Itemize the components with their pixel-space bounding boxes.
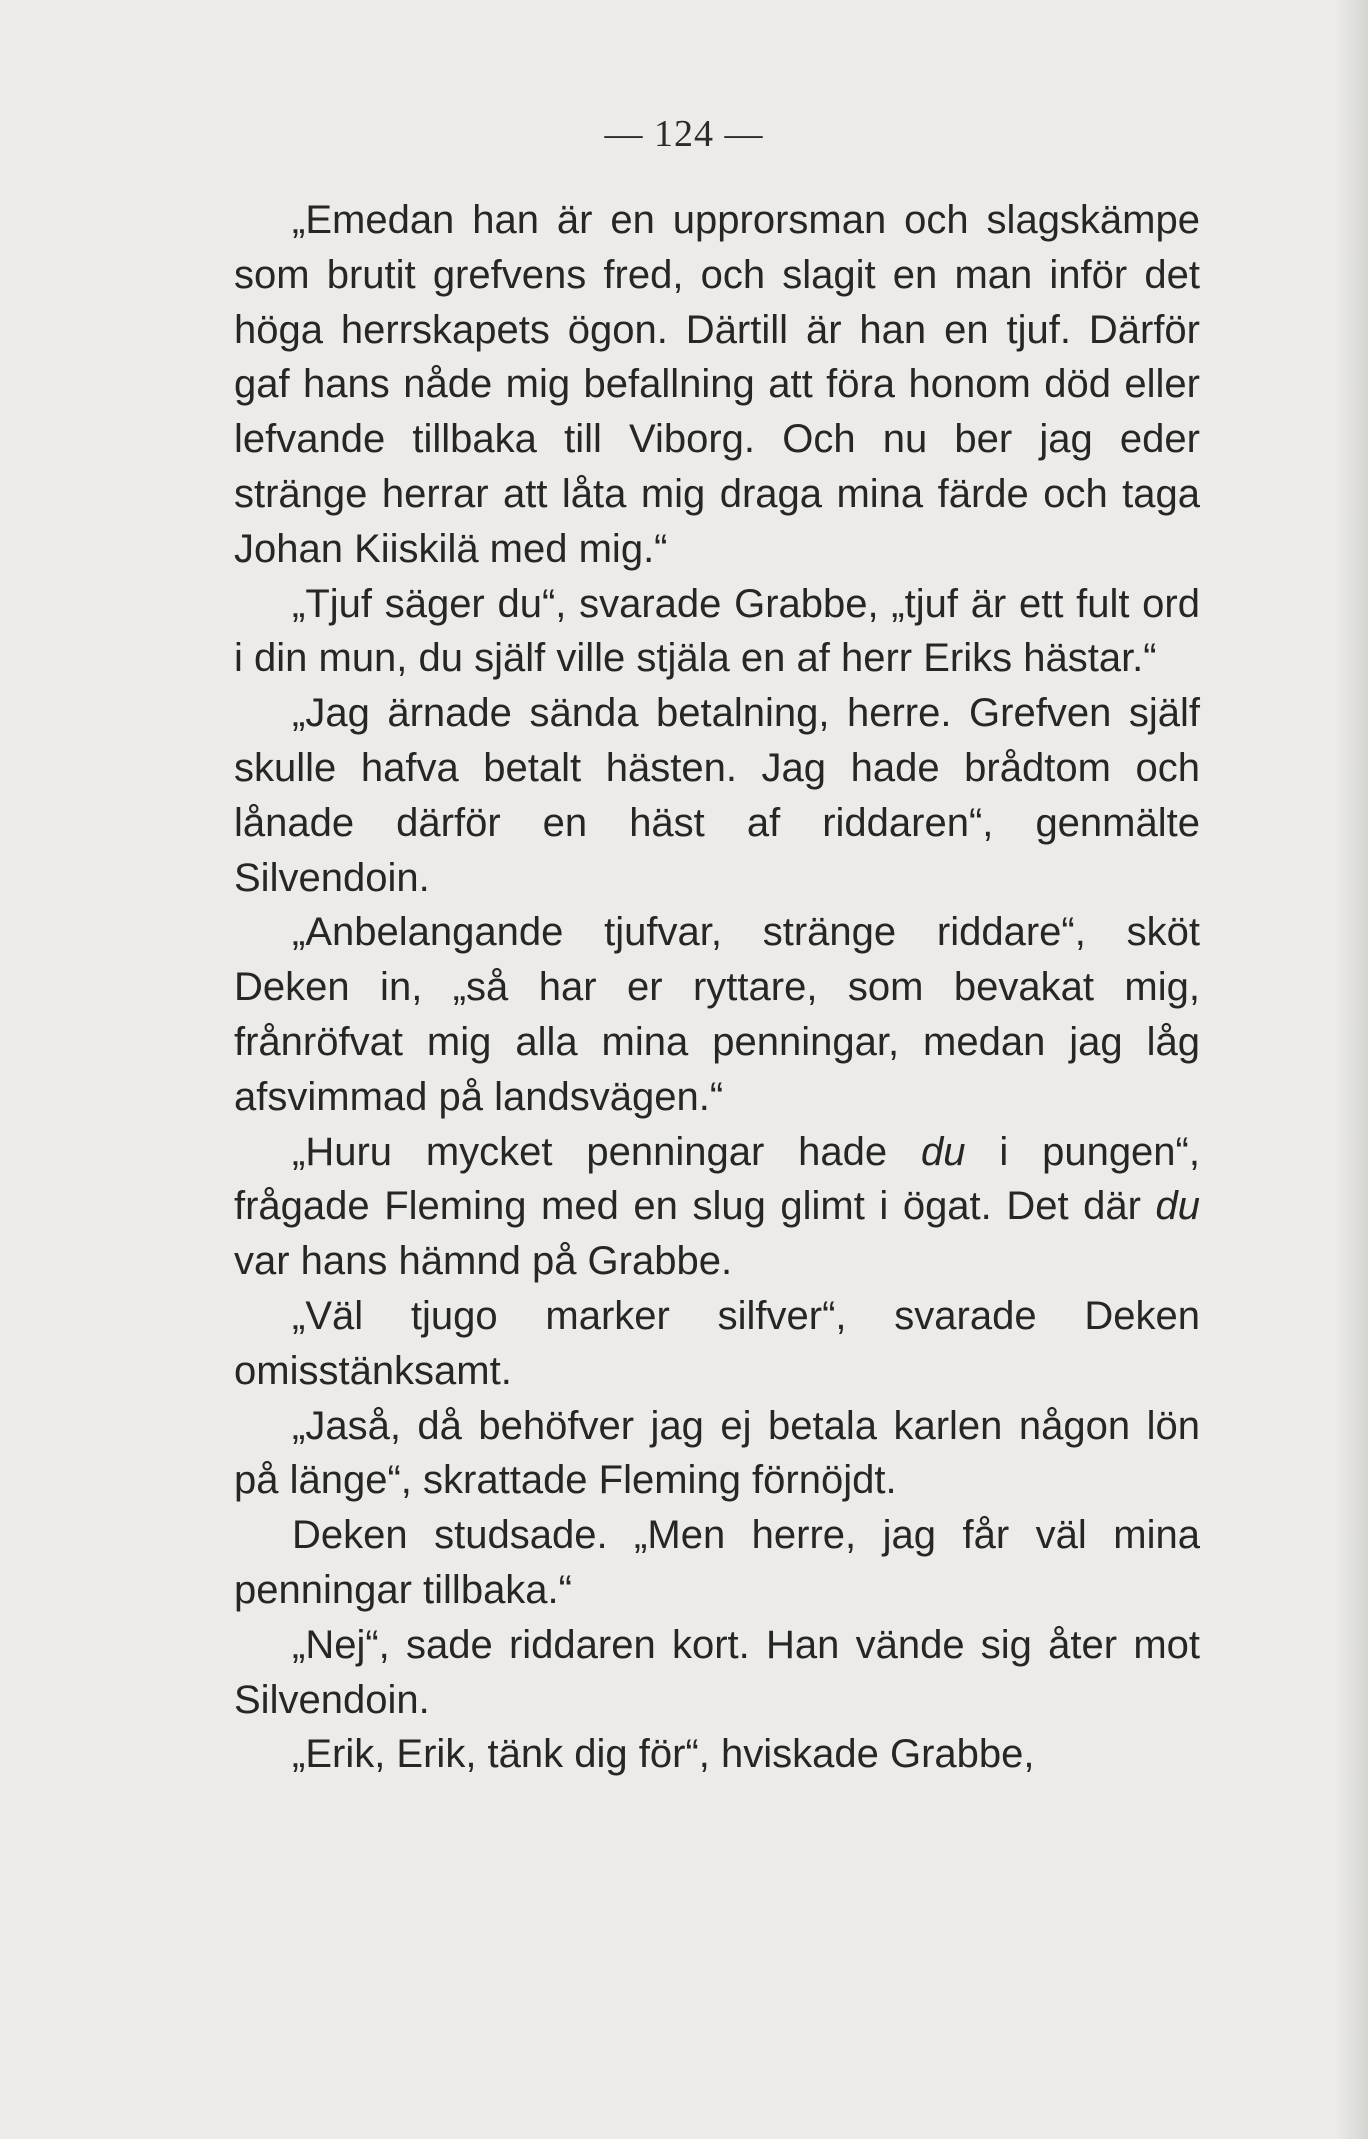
paragraph-9: „Nej“, sade riddaren kort. Han vände sig åter mot Silvendoin. [234,1622,1200,1722]
page-edge-shadow [1336,0,1368,2139]
paragraph-1: „Emedan han är en upprorsman och slagskämpe som brutit grefvens fred, och slagit en man inför det höga herrskapets ögon. Därtill är han en tjuf. Därför gaf hans nåde mig befallning att föra honom död eller lefvande tillbaka till Viborg. Och nu ber jag eder stränge herrar att låta mig draga mina färde och taga Johan Kiiskilä med mig.“ [234,198,1200,571]
paragraph-7: „Jaså, då behöfver jag ej betala karlen någon lön på länge“, skrattade Fleming förnöjdt. [234,1403,1200,1503]
paragraph-10: „Erik, Erik, tänk dig för“, hviskade Grabbe, [292,1732,1035,1777]
page-number: — 124 — [604,113,764,155]
paragraph-5: „Huru mycket penningar hade du i pungen“, frågade Fleming med en slug glimt i ögat. Det där du var hans hämnd på Grabbe. [234,1129,1200,1284]
italic-du: du [1155,1184,1200,1229]
paragraph-3: „Jag ärnade sända betalning, herre. Grefven själf skulle hafva betalt hästen. Jag hade brådtom och lånade därför en häst af riddaren“, genmälte Silvendoin. [234,691,1200,900]
italic-du: du [921,1129,966,1174]
body-text [234,193,1200,1782]
paragraph-8: Deken studsade. „Men herre, jag får väl mina penningar tillbaka.“ [234,1513,1200,1612]
paragraph-2: „Tjuf säger du“, svarade Grabbe, „tjuf är ett fult ord i din mun, du själf ville stjäla en af herr Eriks hästar.“ [234,581,1200,681]
paragraph-4: „Anbelangande tjufvar, stränge riddare“, sköt Deken in, „så har er ryttare, som bevakat mig, frånröfvat mig alla mina penningar, medan jag låg afsvimmad på landsvägen.“ [234,910,1200,1119]
paragraph-6: „Väl tjugo marker silfver“, svarade Deken omisstänksamt. [234,1293,1200,1393]
